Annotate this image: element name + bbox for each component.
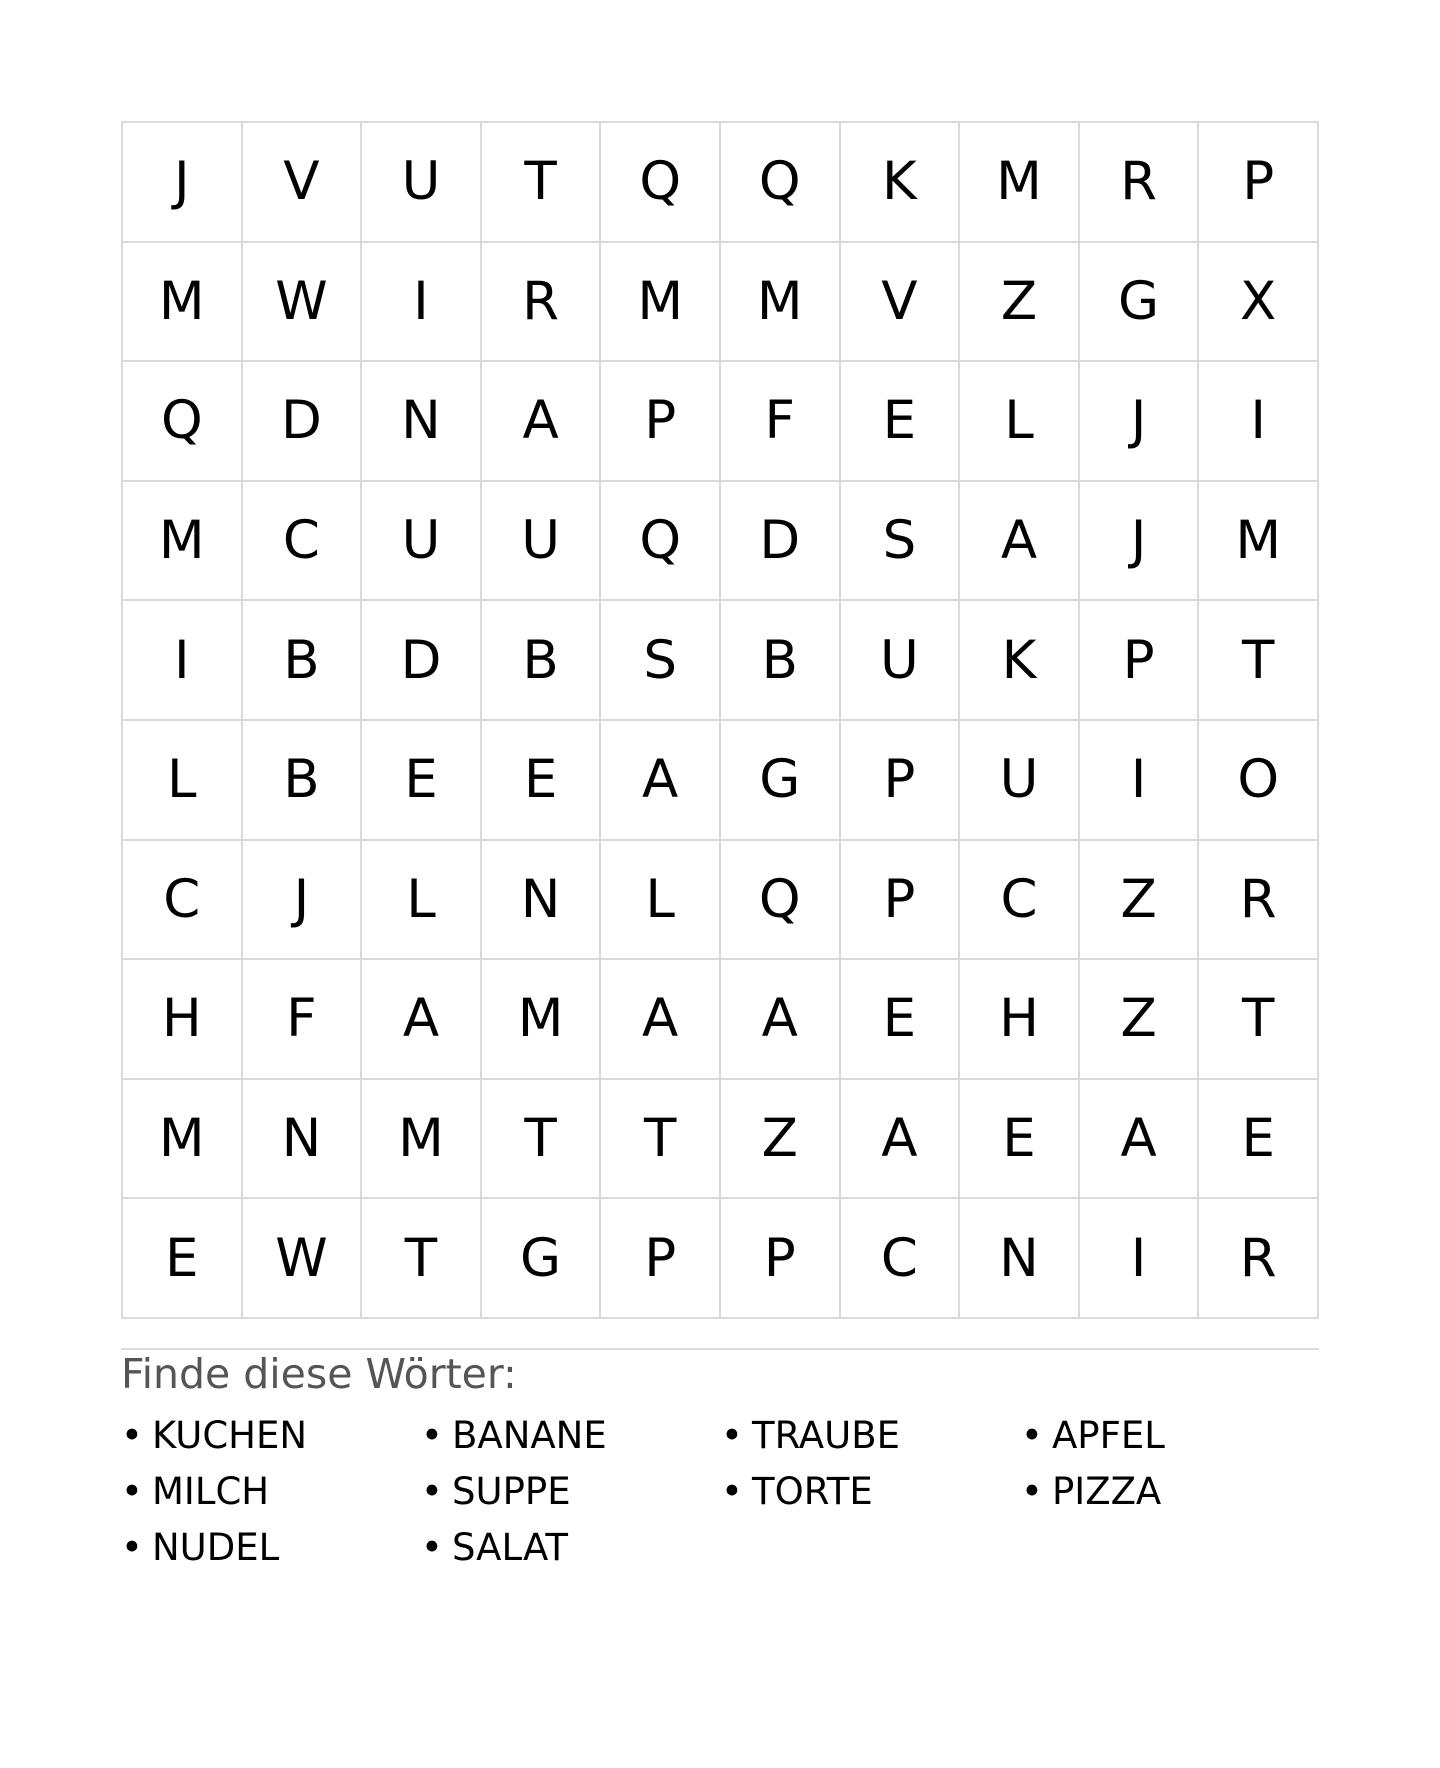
grid-cell[interactable]: M	[123, 243, 243, 363]
grid-cell[interactable]: Q	[721, 123, 841, 243]
grid-cell[interactable]: W	[243, 243, 363, 363]
grid-cell[interactable]: Z	[960, 243, 1080, 363]
grid-cell[interactable]: N	[960, 1199, 1080, 1319]
grid-cell[interactable]: C	[841, 1199, 961, 1319]
grid-cell[interactable]: M	[721, 243, 841, 363]
grid-cell[interactable]: X	[1199, 243, 1319, 363]
grid-cell[interactable]: U	[482, 482, 602, 602]
word-label: TORTE	[752, 1470, 873, 1513]
grid-cell[interactable]: M	[123, 482, 243, 602]
grid-cell[interactable]: M	[601, 243, 721, 363]
grid-cell[interactable]: M	[1199, 482, 1319, 602]
word-item	[721, 1408, 1021, 1464]
grid-cell[interactable]: J	[243, 841, 363, 961]
grid-cell[interactable]: D	[362, 601, 482, 721]
grid-cell[interactable]: B	[482, 601, 602, 721]
grid-cell[interactable]: S	[841, 482, 961, 602]
grid-cell[interactable]: J	[123, 123, 243, 243]
grid-cell[interactable]: P	[721, 1199, 841, 1319]
word-label: NUDEL	[152, 1526, 280, 1569]
grid-cell[interactable]: A	[482, 362, 602, 482]
grid-cell[interactable]: O	[1199, 721, 1319, 841]
grid-cell[interactable]: A	[841, 1080, 961, 1200]
grid-cell[interactable]: G	[1080, 243, 1200, 363]
grid-cell[interactable]: A	[601, 721, 721, 841]
grid-cell[interactable]: Z	[1080, 960, 1200, 1080]
word-item	[421, 1520, 721, 1576]
grid-cell[interactable]: C	[243, 482, 363, 602]
grid-cell[interactable]: M	[123, 1080, 243, 1200]
bullet-icon: •	[121, 1470, 143, 1513]
grid-cell[interactable]: Q	[123, 362, 243, 482]
grid-cell[interactable]: P	[841, 841, 961, 961]
word-item	[121, 1464, 421, 1520]
grid-cell[interactable]: U	[841, 601, 961, 721]
grid-cell[interactable]: I	[1080, 1199, 1200, 1319]
grid-cell[interactable]: P	[601, 362, 721, 482]
bullet-icon: •	[1021, 1470, 1043, 1513]
grid-cell[interactable]: A	[960, 482, 1080, 602]
grid-cell[interactable]: U	[960, 721, 1080, 841]
grid-cell[interactable]: L	[362, 841, 482, 961]
grid-cell[interactable]: E	[841, 362, 961, 482]
word-label: SALAT	[452, 1526, 568, 1569]
word-item	[721, 1464, 1021, 1520]
grid-cell[interactable]: T	[362, 1199, 482, 1319]
grid-cell[interactable]: A	[601, 960, 721, 1080]
grid-cell[interactable]: V	[243, 123, 363, 243]
grid-cell[interactable]: D	[721, 482, 841, 602]
grid-cell[interactable]: J	[1080, 362, 1200, 482]
grid-cell[interactable]: H	[123, 960, 243, 1080]
bullet-icon: •	[721, 1470, 743, 1513]
grid-cell[interactable]: I	[123, 601, 243, 721]
grid-cell[interactable]: E	[482, 721, 602, 841]
word-item	[1021, 1408, 1321, 1464]
grid-cell[interactable]: M	[362, 1080, 482, 1200]
grid-cell[interactable]: H	[960, 960, 1080, 1080]
grid-cell[interactable]: T	[1199, 960, 1319, 1080]
grid-cell[interactable]: R	[1199, 1199, 1319, 1319]
grid-cell[interactable]: M	[482, 960, 602, 1080]
grid-cell[interactable]: R	[1199, 841, 1319, 961]
grid-cell[interactable]: U	[362, 123, 482, 243]
grid-cell[interactable]: Q	[721, 841, 841, 961]
grid-cell[interactable]: P	[1080, 601, 1200, 721]
grid-cell[interactable]: K	[960, 601, 1080, 721]
grid-cell[interactable]: T	[482, 123, 602, 243]
word-item	[121, 1408, 421, 1464]
word-label: PIZZA	[1052, 1470, 1162, 1513]
grid-cell[interactable]: Z	[721, 1080, 841, 1200]
grid-cell[interactable]: E	[123, 1199, 243, 1319]
word-item	[421, 1464, 721, 1520]
grid-cell[interactable]: J	[1080, 482, 1200, 602]
grid-cell[interactable]: N	[243, 1080, 363, 1200]
bullet-icon: •	[721, 1414, 743, 1457]
word-list-title: Finde diese Wörter:	[121, 1350, 517, 1398]
grid-cell[interactable]: L	[960, 362, 1080, 482]
grid-cell[interactable]: A	[362, 960, 482, 1080]
grid-cell[interactable]: P	[601, 1199, 721, 1319]
grid-cell[interactable]: M	[960, 123, 1080, 243]
grid-cell[interactable]: E	[960, 1080, 1080, 1200]
word-label: TRAUBE	[752, 1414, 900, 1457]
grid-cell[interactable]: W	[243, 1199, 363, 1319]
word-item	[421, 1408, 721, 1464]
word-list	[121, 1408, 1319, 1576]
grid-cell[interactable]: T	[482, 1080, 602, 1200]
word-label: KUCHEN	[152, 1414, 308, 1457]
grid-cell[interactable]: R	[1080, 123, 1200, 243]
grid-cell[interactable]: B	[243, 601, 363, 721]
grid-cell[interactable]: E	[362, 721, 482, 841]
grid-cell[interactable]: I	[1199, 362, 1319, 482]
word-label: APFEL	[1052, 1414, 1165, 1457]
word-label: MILCH	[152, 1470, 270, 1513]
grid-cell[interactable]: N	[362, 362, 482, 482]
grid-cell[interactable]: A	[1080, 1080, 1200, 1200]
bullet-icon: •	[421, 1526, 443, 1569]
grid-cell[interactable]: P	[1199, 123, 1319, 243]
grid-cell[interactable]: T	[601, 1080, 721, 1200]
grid-cell[interactable]: Z	[1080, 841, 1200, 961]
grid-cell[interactable]: C	[960, 841, 1080, 961]
grid-cell[interactable]: P	[841, 721, 961, 841]
grid-cell[interactable]: N	[482, 841, 602, 961]
grid-cell[interactable]: Q	[601, 123, 721, 243]
grid-cell[interactable]: V	[841, 243, 961, 363]
bullet-icon: •	[121, 1414, 143, 1457]
grid-cell[interactable]: F	[243, 960, 363, 1080]
word-item	[1021, 1464, 1321, 1520]
bullet-icon: •	[1021, 1414, 1043, 1457]
grid-cell[interactable]: E	[841, 960, 961, 1080]
grid-cell[interactable]: F	[721, 362, 841, 482]
bullet-icon: •	[421, 1414, 443, 1457]
grid-cell[interactable]: L	[601, 841, 721, 961]
grid-cell[interactable]: B	[243, 721, 363, 841]
grid-cell[interactable]: Q	[601, 482, 721, 602]
grid-cell[interactable]: S	[601, 601, 721, 721]
grid-cell[interactable]: A	[721, 960, 841, 1080]
letter-grid	[121, 121, 1319, 1319]
grid-cell[interactable]: B	[721, 601, 841, 721]
word-label: SUPPE	[452, 1470, 571, 1513]
grid-cell[interactable]: D	[243, 362, 363, 482]
grid-cell[interactable]: C	[123, 841, 243, 961]
grid-cell[interactable]: G	[721, 721, 841, 841]
word-item	[121, 1520, 421, 1576]
grid-cell[interactable]: G	[482, 1199, 602, 1319]
grid-cell[interactable]: L	[123, 721, 243, 841]
grid-cell[interactable]: U	[362, 482, 482, 602]
bullet-icon: •	[421, 1470, 443, 1513]
grid-cell[interactable]: K	[841, 123, 961, 243]
word-label: BANANE	[452, 1414, 607, 1457]
grid-cell[interactable]: R	[482, 243, 602, 363]
grid-cell[interactable]: I	[362, 243, 482, 363]
grid-cell[interactable]: E	[1199, 1080, 1319, 1200]
bullet-icon: •	[121, 1526, 143, 1569]
grid-cell[interactable]: I	[1080, 721, 1200, 841]
grid-cell[interactable]: T	[1199, 601, 1319, 721]
